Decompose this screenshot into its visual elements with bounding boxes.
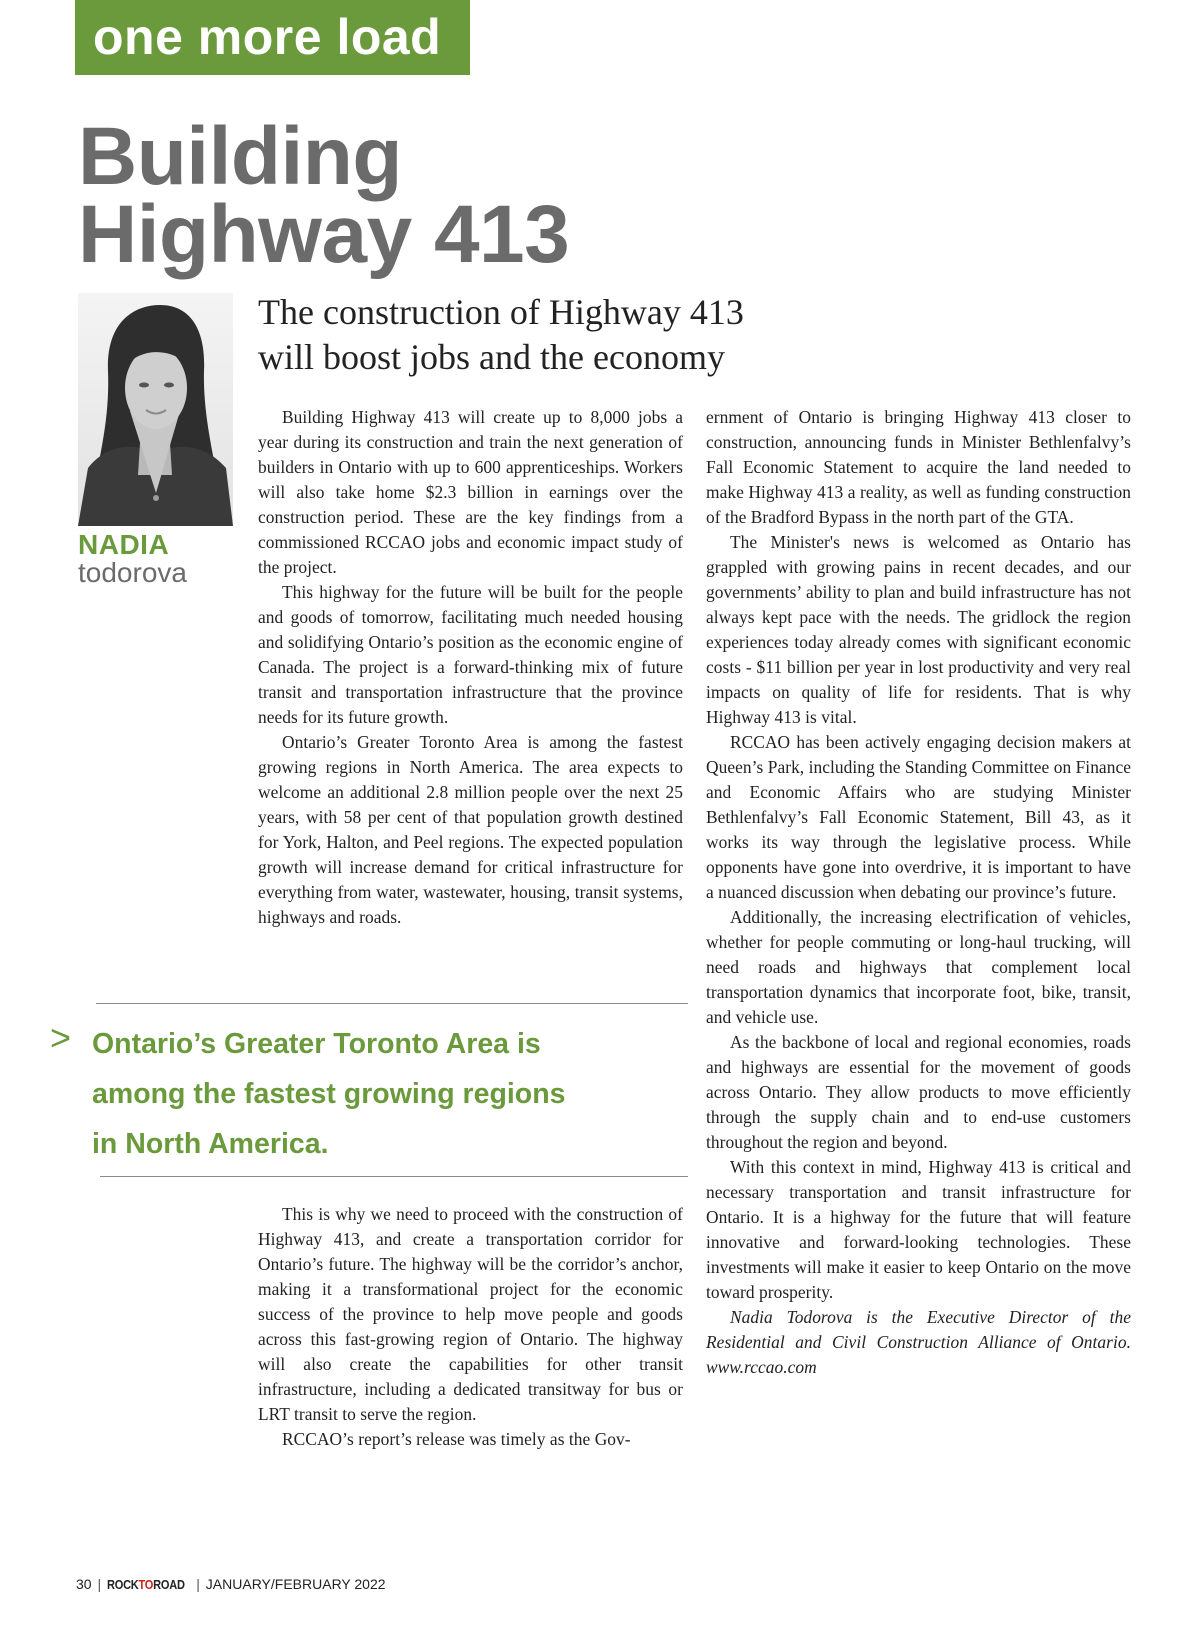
footer-separator: | (97, 1576, 102, 1592)
headline-line-1: Building (78, 111, 402, 202)
section-tag: one more load (75, 0, 470, 75)
body-column-right (706, 405, 1131, 1380)
pull-quote-line-2: among the fastest growing regions (92, 1078, 566, 1110)
pull-quote-line-3: in North America. (92, 1128, 329, 1160)
page-number: 30 (76, 1576, 92, 1592)
pull-quote-line-1: Ontario’s Greater Toronto Area is (92, 1028, 541, 1060)
page-footer (76, 1575, 386, 1594)
logo-part-1: ROCK (107, 1577, 139, 1592)
headline-line-2: Highway 413 (78, 189, 570, 280)
paragraph: Additionally, the increasing electrification of vehicles, whether for people commuting or long-haul trucking, will need roads and highways that complement local transportation dynamics that incorporate foot, bike, transit, and vehicle use. (706, 907, 1131, 1027)
author-photo-illustration (78, 293, 233, 526)
author-byline: Nadia Todorova is the Executive Director of the Residential and Civil Construction Alliance of Ontario. www.rccao.com (706, 1307, 1131, 1377)
pull-quote-rule-bottom (100, 1176, 688, 1177)
paragraph: Building Highway 413 will create up to 8,000 jobs a year during its construction and train the next generation of builders in Ontario with up to 600 apprenticeships. Workers will also take home $2.3 billion in earnings over the construction period. These are the key findings from a commissioned RCCAO jobs and economic impact study of the project. (258, 407, 683, 577)
paragraph: RCCAO has been actively engaging decision makers at Queen’s Park, including the Standing Committee on Finance and Economic Affairs who are studying Minister Bethlenfalvy’s Fall Economic Statement, Bill 43, as it works its way through the legislative process. While opponents have gone into overdrive, it is important to have a nuanced discussion when debating our province’s future. (706, 732, 1131, 902)
author-portrait (78, 293, 233, 526)
pull-quote (92, 1019, 672, 1169)
paragraph: This is why we need to proceed with the construction of Highway 413, and create a transportation corridor for Ontario’s future. The highway will be the corridor’s anchor, making it a transformational project for the economic success of the province to help move people and goods across this fast-growing region of Ontario. The highway will also create the capabilities for other transit infrastructure, including a dedicated transitway for bus or LRT transit to serve the region. (258, 1204, 683, 1424)
author-first-name: NADIA (78, 529, 170, 560)
paragraph: This highway for the future will be built for the people and goods of tomorrow, facilitating much needed housing and solidifying Ontario’s position as the economic engine of Canada. The project is a forward-thinking mix of future transit and transportation infrastructure that the province needs for its future growth. (258, 582, 683, 727)
pull-quote-arrow-icon: > (50, 1017, 72, 1058)
body-column-left-bottom (258, 1202, 683, 1452)
issue-date: JANUARY/FEBRUARY 2022 (205, 1576, 386, 1592)
author-last-name: todorova (78, 557, 187, 588)
paragraph: RCCAO’s report’s release was timely as the Gov- (282, 1429, 631, 1449)
paragraph: Ontario’s Greater Toronto Area is among the fastest growing regions in North America. The area expects to welcome an additional 2.8 million people over the next 25 years, with 58 per cent of that population growth destined for York, Halton, and Peel regions. The expected population growth will increase demand for critical infrastructure for everything from water, wastewater, housing, transit systems, highways and roads. (258, 732, 683, 927)
paragraph: The Minister's news is welcomed as Ontario has grappled with growing pains in recent decades, and our governments’ ability to plan and build infrastructure has not always kept pace with the needs. The gridlock the region experiences today already comes with significant economic costs - $11 billion per year in lost productivity and very real impacts on quality of life for residents. That is why Highway 413 is vital. (706, 532, 1131, 727)
footer-separator: | (196, 1576, 200, 1592)
subhead-line-1: The construction of Highway 413 (258, 292, 744, 332)
article-headline (78, 111, 798, 280)
subhead-line-2: will boost jobs and the economy (258, 337, 725, 377)
paragraph: ernment of Ontario is bringing Highway 413 closer to construction, announcing funds in Minister Bethlenfalvy’s Fall Economic Statement to acquire the land needed to make Highway 413 a reality, as well as funding construction of the Bradford Bypass in the north part of the GTA. (706, 407, 1131, 527)
article-subhead (258, 290, 858, 380)
paragraph: With this context in mind, Highway 413 is critical and necessary transportation and transit infrastructure for Ontario. It is a highway for the future that will feature innovative and forward-looking technologies. These investments will make it easier to keep Ontario on the move toward prosperity. (706, 1157, 1131, 1302)
body-column-left-top (258, 405, 683, 930)
logo-part-2: TO (138, 1577, 154, 1592)
paragraph: As the backbone of local and regional economies, roads and highways are essential for the movement of goods across Ontario. They allow products to move efficiently through the supply chain and to end-use customers throughout the region and beyond. (706, 1032, 1131, 1152)
pull-quote-rule-top (96, 1003, 688, 1004)
logo-part-3: ROAD (153, 1577, 185, 1592)
magazine-logo (107, 1576, 185, 1594)
